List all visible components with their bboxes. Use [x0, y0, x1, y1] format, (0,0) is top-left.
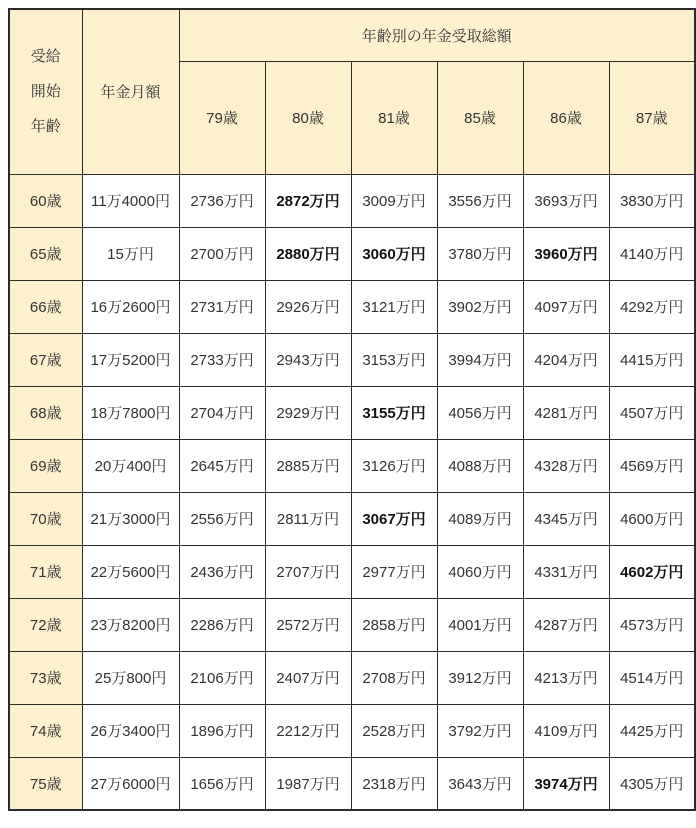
total-amount-cell: 3974万円: [523, 757, 609, 810]
total-amount-cell: 4425万円: [609, 704, 695, 757]
total-amount-cell: 3693万円: [523, 174, 609, 227]
monthly-amount-cell: 21万3000円: [82, 492, 179, 545]
total-amount-cell: 2858万円: [351, 598, 437, 651]
total-amount-cell: 3126万円: [351, 439, 437, 492]
total-amount-cell: 1656万円: [179, 757, 265, 810]
total-amount-cell: 4281万円: [523, 386, 609, 439]
table-row: [9, 333, 695, 386]
row-start-age: 66歳: [9, 280, 82, 333]
total-amount-cell: 4089万円: [437, 492, 523, 545]
row-start-age: 71歳: [9, 545, 82, 598]
total-amount-cell: 4140万円: [609, 227, 695, 280]
monthly-amount-cell: 15万円: [82, 227, 179, 280]
header-age-85: 85歳: [437, 61, 523, 174]
total-amount-cell: 4204万円: [523, 333, 609, 386]
table-row: [9, 704, 695, 757]
total-amount-cell: 2736万円: [179, 174, 265, 227]
total-amount-cell: 4097万円: [523, 280, 609, 333]
total-amount-cell: 4060万円: [437, 545, 523, 598]
table-body: [9, 174, 695, 810]
total-amount-cell: 3060万円: [351, 227, 437, 280]
row-start-age: 70歳: [9, 492, 82, 545]
pension-table: [8, 8, 696, 811]
header-start-age-line-3: 年齢: [30, 118, 61, 136]
header-age-86: 86歳: [523, 61, 609, 174]
table-row: [9, 174, 695, 227]
total-amount-cell: 3155万円: [351, 386, 437, 439]
header-total-by-age: 年齢別の年金受取総額: [179, 9, 695, 61]
total-amount-cell: 3830万円: [609, 174, 695, 227]
table-row: [9, 227, 695, 280]
total-amount-cell: 2286万円: [179, 598, 265, 651]
total-amount-cell: 4088万円: [437, 439, 523, 492]
table-row: [9, 598, 695, 651]
total-amount-cell: 3121万円: [351, 280, 437, 333]
total-amount-cell: 3780万円: [437, 227, 523, 280]
total-amount-cell: 4507万円: [609, 386, 695, 439]
total-amount-cell: 4573万円: [609, 598, 695, 651]
total-amount-cell: 3902万円: [437, 280, 523, 333]
table-row: [9, 492, 695, 545]
table-row: [9, 280, 695, 333]
total-amount-cell: 2733万円: [179, 333, 265, 386]
total-amount-cell: 2707万円: [265, 545, 351, 598]
header-age-87: 87歳: [609, 61, 695, 174]
total-amount-cell: 4331万円: [523, 545, 609, 598]
header-start-age: [9, 9, 82, 174]
total-amount-cell: 4328万円: [523, 439, 609, 492]
total-amount-cell: 4292万円: [609, 280, 695, 333]
total-amount-cell: 2407万円: [265, 651, 351, 704]
table-row: [9, 386, 695, 439]
monthly-amount-cell: 23万8200円: [82, 598, 179, 651]
total-amount-cell: 4305万円: [609, 757, 695, 810]
total-amount-cell: 2436万円: [179, 545, 265, 598]
table-header: [9, 9, 695, 174]
row-start-age: 75歳: [9, 757, 82, 810]
total-amount-cell: 2885万円: [265, 439, 351, 492]
total-amount-cell: 3912万円: [437, 651, 523, 704]
monthly-amount-cell: 17万5200円: [82, 333, 179, 386]
monthly-amount-cell: 16万2600円: [82, 280, 179, 333]
table-row: [9, 545, 695, 598]
total-amount-cell: 2318万円: [351, 757, 437, 810]
total-amount-cell: 2556万円: [179, 492, 265, 545]
total-amount-cell: 2572万円: [265, 598, 351, 651]
monthly-amount-cell: 11万4000円: [82, 174, 179, 227]
header-age-80: 80歳: [265, 61, 351, 174]
monthly-amount-cell: 25万800円: [82, 651, 179, 704]
row-start-age: 68歳: [9, 386, 82, 439]
monthly-amount-cell: 26万3400円: [82, 704, 179, 757]
total-amount-cell: 3067万円: [351, 492, 437, 545]
total-amount-cell: 3009万円: [351, 174, 437, 227]
total-amount-cell: 2731万円: [179, 280, 265, 333]
total-amount-cell: 2212万円: [265, 704, 351, 757]
total-amount-cell: 4415万円: [609, 333, 695, 386]
monthly-amount-cell: 22万5600円: [82, 545, 179, 598]
total-amount-cell: 3792万円: [437, 704, 523, 757]
header-age-79: 79歳: [179, 61, 265, 174]
total-amount-cell: 2811万円: [265, 492, 351, 545]
row-start-age: 74歳: [9, 704, 82, 757]
total-amount-cell: 2880万円: [265, 227, 351, 280]
row-start-age: 69歳: [9, 439, 82, 492]
row-start-age: 65歳: [9, 227, 82, 280]
total-amount-cell: 4602万円: [609, 545, 695, 598]
row-start-age: 72歳: [9, 598, 82, 651]
total-amount-cell: 2708万円: [351, 651, 437, 704]
total-amount-cell: 4514万円: [609, 651, 695, 704]
total-amount-cell: 2700万円: [179, 227, 265, 280]
header-start-age-line-1: 受給: [30, 48, 61, 66]
total-amount-cell: 2926万円: [265, 280, 351, 333]
header-monthly-amount: 年金月額: [82, 9, 179, 174]
table-row: [9, 757, 695, 810]
total-amount-cell: 4109万円: [523, 704, 609, 757]
span-header-row: [9, 9, 695, 61]
total-amount-cell: 4001万円: [437, 598, 523, 651]
total-amount-cell: 2977万円: [351, 545, 437, 598]
row-start-age: 73歳: [9, 651, 82, 704]
header-start-age-line-2: 開始: [30, 83, 61, 101]
total-amount-cell: 1987万円: [265, 757, 351, 810]
total-amount-cell: 4056万円: [437, 386, 523, 439]
total-amount-cell: 2943万円: [265, 333, 351, 386]
total-amount-cell: 4345万円: [523, 492, 609, 545]
total-amount-cell: 3994万円: [437, 333, 523, 386]
total-amount-cell: 1896万円: [179, 704, 265, 757]
table-row: [9, 439, 695, 492]
table-row: [9, 651, 695, 704]
total-amount-cell: 4569万円: [609, 439, 695, 492]
total-amount-cell: 2704万円: [179, 386, 265, 439]
total-amount-cell: 4287万円: [523, 598, 609, 651]
total-amount-cell: 2106万円: [179, 651, 265, 704]
total-amount-cell: 2929万円: [265, 386, 351, 439]
total-amount-cell: 3643万円: [437, 757, 523, 810]
row-start-age: 67歳: [9, 333, 82, 386]
total-amount-cell: 2645万円: [179, 439, 265, 492]
monthly-amount-cell: 18万7800円: [82, 386, 179, 439]
total-amount-cell: 3556万円: [437, 174, 523, 227]
monthly-amount-cell: 20万400円: [82, 439, 179, 492]
total-amount-cell: 3960万円: [523, 227, 609, 280]
total-amount-cell: 3153万円: [351, 333, 437, 386]
total-amount-cell: 2872万円: [265, 174, 351, 227]
total-amount-cell: 4213万円: [523, 651, 609, 704]
row-start-age: 60歳: [9, 174, 82, 227]
monthly-amount-cell: 27万6000円: [82, 757, 179, 810]
total-amount-cell: 4600万円: [609, 492, 695, 545]
header-age-81: 81歳: [351, 61, 437, 174]
total-amount-cell: 2528万円: [351, 704, 437, 757]
